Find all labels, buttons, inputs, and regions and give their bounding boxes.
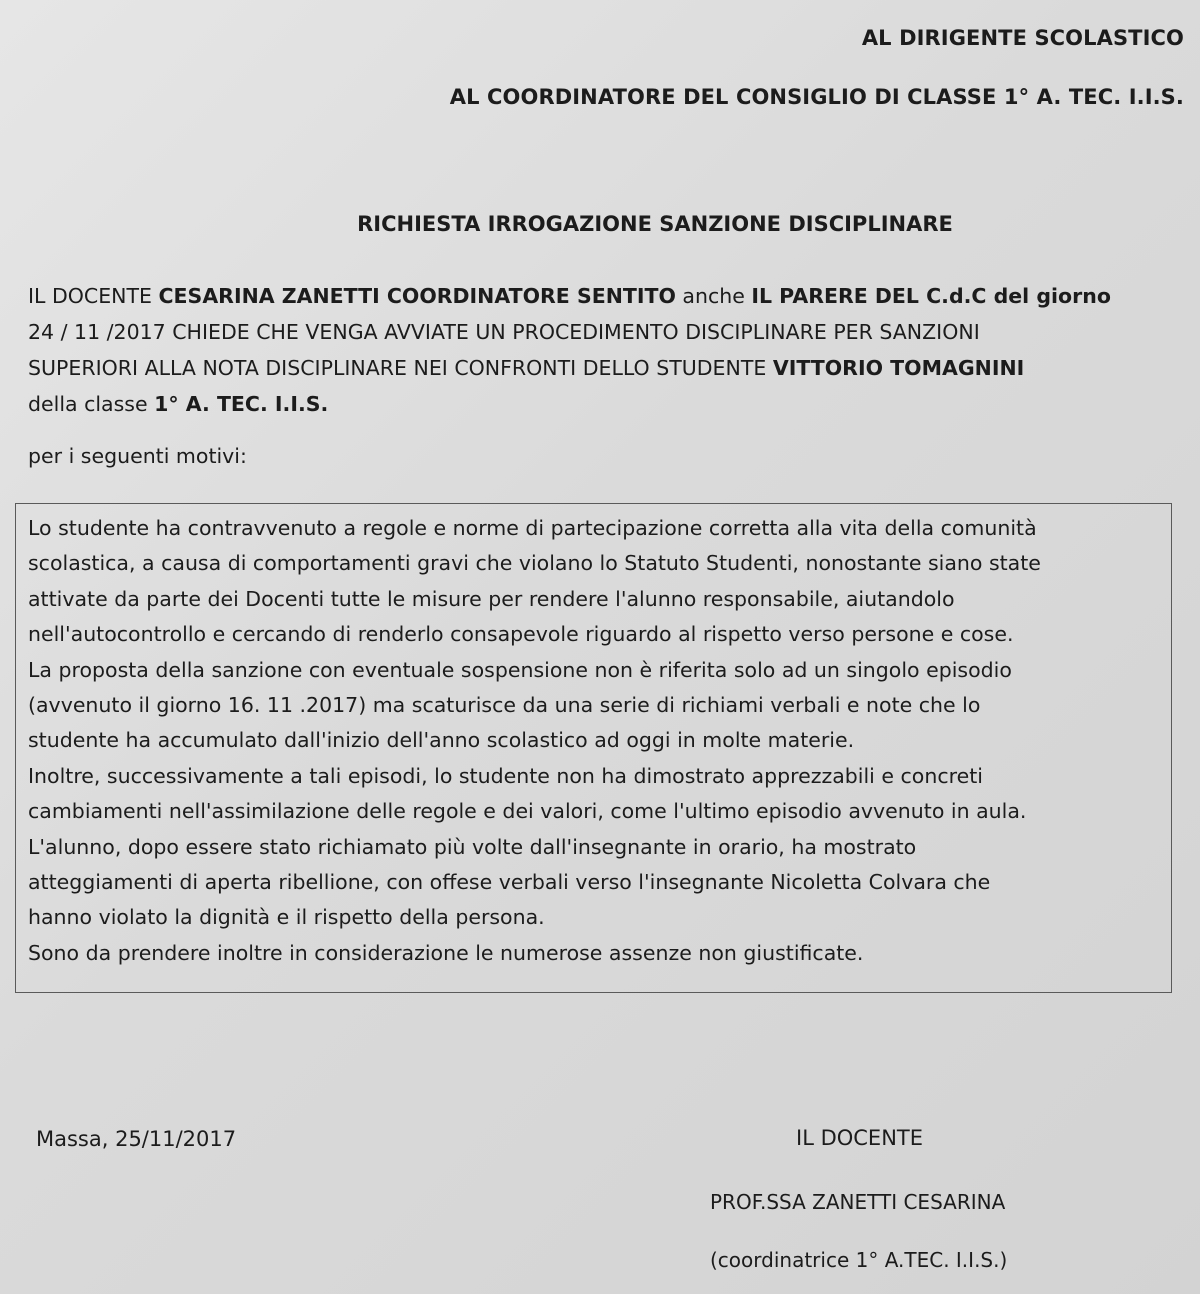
motivi-line: hanno violato la dignità e il rispetto della persona. <box>28 905 545 930</box>
intro-paragraph <box>28 278 1190 422</box>
motivi-line: atteggiamenti di aperta ribellione, con offese verbali verso l'insegnante Nicoletta Colvara che <box>28 870 991 895</box>
document-title: RICHIESTA IRROGAZIONE SANZIONE DISCIPLINARE <box>357 212 953 236</box>
teacher-name: CESARINA ZANETTI COORDINATORE SENTITO <box>158 284 676 308</box>
recipient-coordinatore: AL COORDINATORE DEL CONSIGLIO DI CLASSE 1° A. TEC. I.I.S. <box>449 85 1184 109</box>
intro-line-3: SUPERIORI ALLA NOTA DISCIPLINARE NEI CONFRONTI DELLO STUDENTE VITTORIO TOMAGNINI <box>28 356 1025 380</box>
motivi-label: per i seguenti motivi: <box>28 444 247 468</box>
signature-role: IL DOCENTE <box>796 1126 924 1150</box>
motivi-box <box>15 503 1172 993</box>
intro-line-1: IL DOCENTE CESARINA ZANETTI COORDINATORE SENTITO anche IL PARERE DEL C.d.C del giorno <box>28 284 1111 308</box>
motivi-line: cambiamenti nell'assimilazione delle regole e dei valori, come l'ultimo episodio avvenuto in aula. <box>28 799 1027 824</box>
student-name: VITTORIO TOMAGNINI <box>772 356 1025 380</box>
motivi-line: Sono da prendere inoltre in considerazione le numerose assenze non giustificate. <box>28 940 864 965</box>
place-date: Massa, 25/11/2017 <box>36 1127 237 1151</box>
motivi-line: nell'autocontrollo e cercando di renderlo consapevole riguardo al rispetto verso persone e cose. <box>28 622 1014 647</box>
motivi-line: scolastica, a causa di comportamenti gravi che violano lo Statuto Studenti, nonostante siano state <box>28 551 1041 576</box>
signature-note: (coordinatrice 1° A.TEC. I.I.S.) <box>710 1248 1008 1272</box>
signature-name: PROF.SSA ZANETTI CESARINA <box>710 1190 1006 1214</box>
motivi-line: Inoltre, successivamente a tali episodi, lo studente non ha dimostrato apprezzabili e concreti <box>28 763 983 788</box>
motivi-line: (avvenuto il giorno 16. 11 .2017) ma scaturisce da una serie di richiami verbali e note che lo <box>28 693 981 718</box>
motivi-line: L'alunno, dopo essere stato richiamato più volte dall'insegnante in orario, ha mostrato <box>28 834 917 859</box>
class-name: 1° A. TEC. I.I.S. <box>154 392 329 416</box>
motivi-line: La proposta della sanzione con eventuale sospensione non è riferita solo ad un singolo episodio <box>28 657 1012 682</box>
motivi-line: attivate da parte dei Docenti tutte le misure per rendere l'alunno responsabile, aiutandolo <box>28 586 955 611</box>
intro-line-4: della classe 1° A. TEC. I.I.S. <box>28 392 329 416</box>
motivi-line: Lo studente ha contravvenuto a regole e norme di partecipazione corretta alla vita della comunità <box>28 516 1037 540</box>
intro-line-2: 24 / 11 /2017 CHIEDE CHE VENGA AVVIATE UN PROCEDIMENTO DISCIPLINARE PER SANZIONI <box>28 320 980 344</box>
recipient-dirigente: AL DIRIGENTE SCOLASTICO <box>861 26 1184 50</box>
motivi-line: studente ha accumulato dall'inizio dell'anno scolastico ad oggi in molte materie. <box>28 728 855 753</box>
